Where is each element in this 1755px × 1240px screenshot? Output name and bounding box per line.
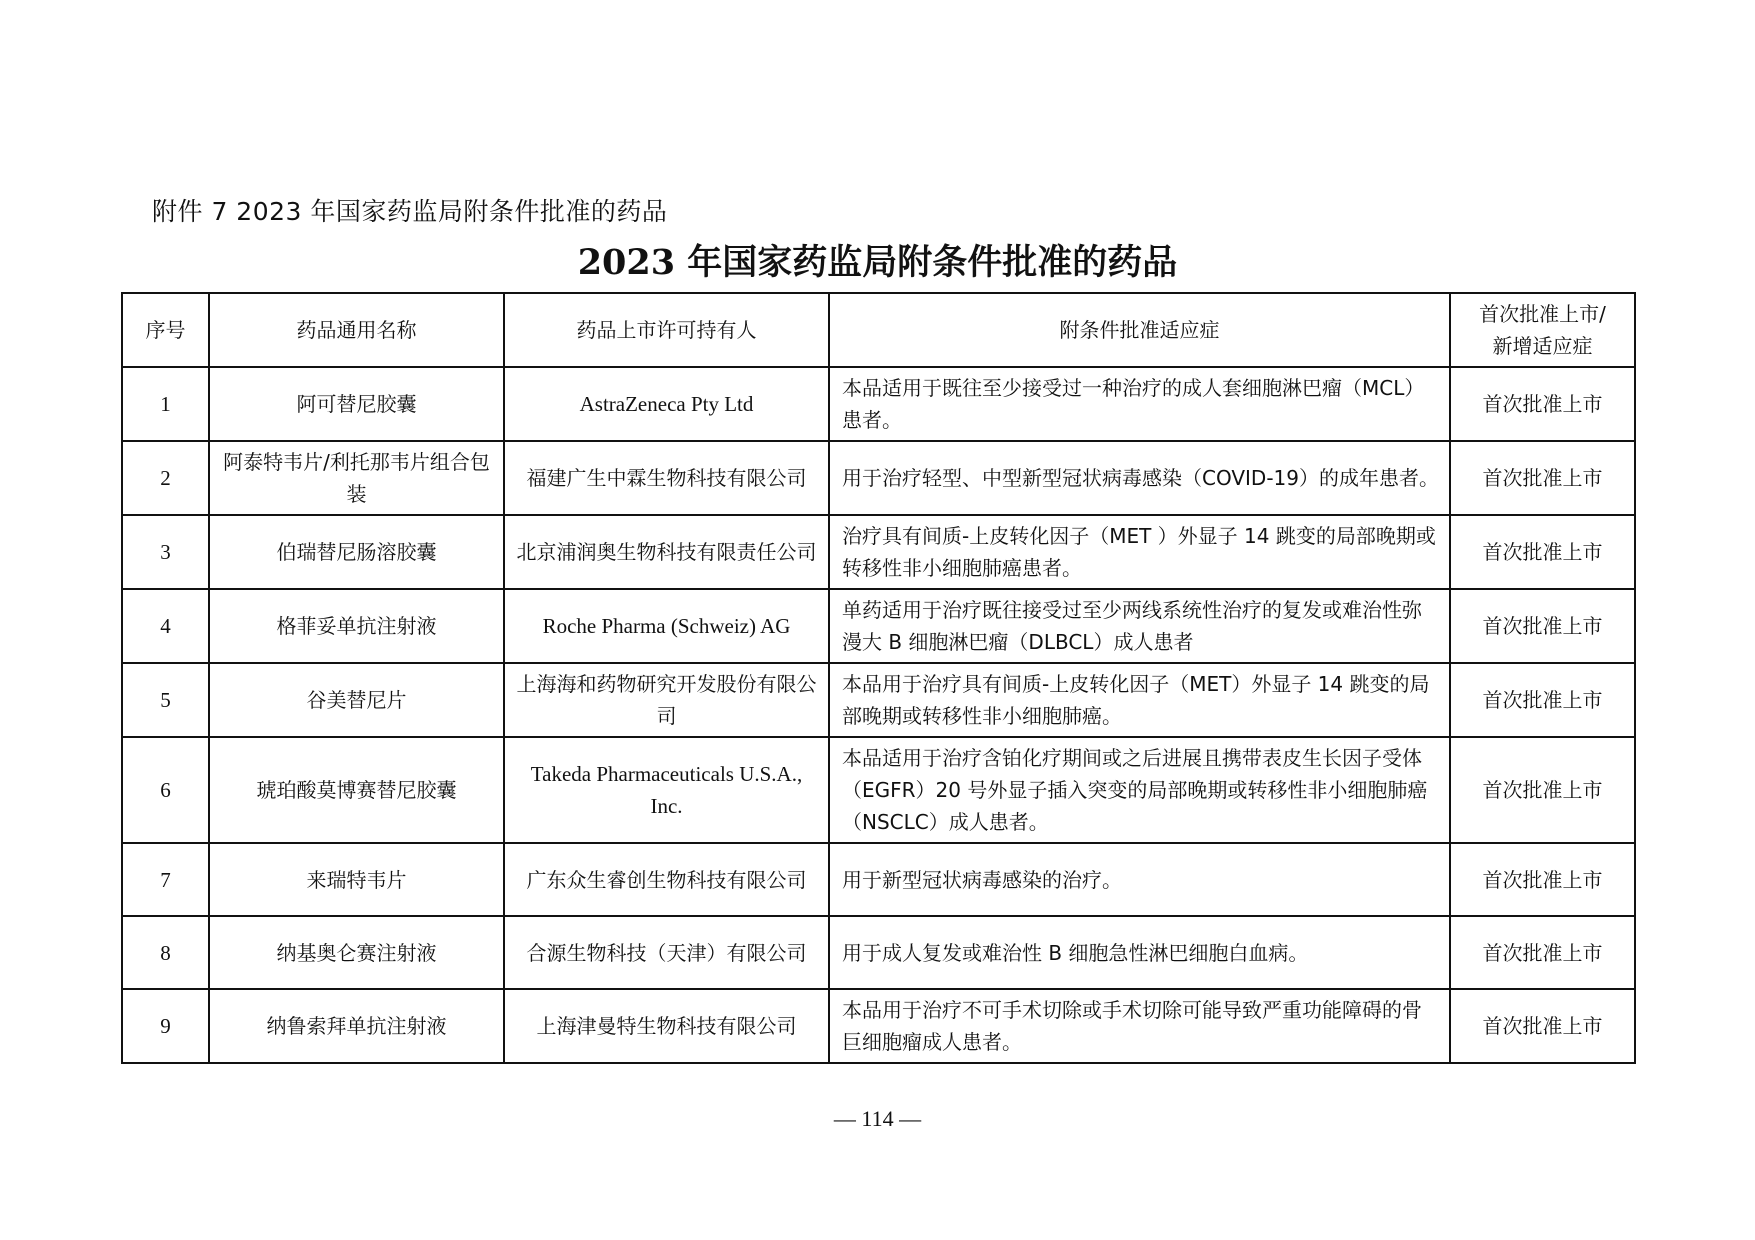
row-seq: 8 [122,916,209,989]
row-license-holder: AstraZeneca Pty Ltd [504,367,829,441]
header-approval-status [1450,293,1635,367]
row-seq: 4 [122,589,209,663]
row-license-holder: Takeda Pharmaceuticals U.S.A., Inc. [504,737,829,843]
row-seq: 7 [122,843,209,916]
table-header-row [122,293,1635,367]
table-row [122,843,1635,916]
table-row [122,916,1635,989]
row-license-holder: 上海海和药物研究开发股份有限公司 [504,663,829,737]
row-approval-status: 首次批准上市 [1450,737,1635,843]
row-approval-status: 首次批准上市 [1450,989,1635,1063]
row-drug-name: 阿可替尼胶囊 [209,367,504,441]
header-status-line1: 首次批准上市/ [1479,302,1606,326]
row-indication: 用于新型冠状病毒感染的治疗。 [829,843,1450,916]
row-license-holder: 北京浦润奥生物科技有限责任公司 [504,515,829,589]
table-row [122,663,1635,737]
row-approval-status: 首次批准上市 [1450,916,1635,989]
document-title: 2023 年国家药监局附条件批准的药品 [577,242,1178,283]
row-approval-status: 首次批准上市 [1450,441,1635,515]
table-row [122,989,1635,1063]
row-seq: 9 [122,989,209,1063]
row-drug-name: 伯瑞替尼肠溶胶囊 [209,515,504,589]
row-license-holder: 广东众生睿创生物科技有限公司 [504,843,829,916]
header-seq: 序号 [122,293,209,367]
row-indication: 本品用于治疗具有间质-上皮转化因子（MET）外显子 14 跳变的局部晚期或转移性非小细胞肺癌。 [829,663,1450,737]
row-approval-status: 首次批准上市 [1450,515,1635,589]
row-indication: 治疗具有间质-上皮转化因子（MET ）外显子 14 跳变的局部晚期或转移性非小细胞肺癌患者。 [829,515,1450,589]
row-drug-name: 琥珀酸莫博赛替尼胶囊 [209,737,504,843]
header-indication: 附条件批准适应症 [829,293,1450,367]
table-row [122,589,1635,663]
row-drug-name: 来瑞特韦片 [209,843,504,916]
row-seq: 3 [122,515,209,589]
row-indication: 本品适用于治疗含铂化疗期间或之后进展且携带表皮生长因子受体（EGFR）20 号外显子插入突变的局部晚期或转移性非小细胞肺癌（NSCLC）成人患者。 [829,737,1450,843]
row-approval-status: 首次批准上市 [1450,843,1635,916]
header-license-holder: 药品上市许可持有人 [504,293,829,367]
row-seq: 2 [122,441,209,515]
row-license-holder: 上海津曼特生物科技有限公司 [504,989,829,1063]
row-indication: 本品用于治疗不可手术切除或手术切除可能导致严重功能障碍的骨巨细胞瘤成人患者。 [829,989,1450,1063]
row-drug-name: 格菲妥单抗注射液 [209,589,504,663]
page-number: — 114 — [833,1106,922,1131]
drug-table [121,292,1636,1064]
row-seq: 5 [122,663,209,737]
row-license-holder: 福建广生中霖生物科技有限公司 [504,441,829,515]
table-row [122,737,1635,843]
row-seq: 6 [122,737,209,843]
row-drug-name: 纳鲁索拜单抗注射液 [209,989,504,1063]
table-row [122,515,1635,589]
row-approval-status: 首次批准上市 [1450,589,1635,663]
header-drug-name: 药品通用名称 [209,293,504,367]
row-drug-name: 纳基奥仑赛注射液 [209,916,504,989]
row-indication: 用于治疗轻型、中型新型冠状病毒感染（COVID-19）的成年患者。 [829,441,1450,515]
row-drug-name: 谷美替尼片 [209,663,504,737]
row-indication: 用于成人复发或难治性 B 细胞急性淋巴细胞白血病。 [829,916,1450,989]
header-status-line2: 新增适应症 [1492,334,1593,358]
table-row [122,441,1635,515]
row-license-holder: 合源生物科技（天津）有限公司 [504,916,829,989]
row-indication: 本品适用于既往至少接受过一种治疗的成人套细胞淋巴瘤（MCL）患者。 [829,367,1450,441]
row-seq: 1 [122,367,209,441]
row-approval-status: 首次批准上市 [1450,663,1635,737]
attachment-label: 附件 7 2023 年国家药监局附条件批准的药品 [152,197,668,226]
row-drug-name: 阿泰特韦片/利托那韦片组合包装 [209,441,504,515]
row-indication: 单药适用于治疗既往接受过至少两线系统性治疗的复发或难治性弥漫大 B 细胞淋巴瘤（DLBCL）成人患者 [829,589,1450,663]
row-approval-status: 首次批准上市 [1450,367,1635,441]
row-license-holder: Roche Pharma (Schweiz) AG [504,589,829,663]
table-row [122,367,1635,441]
